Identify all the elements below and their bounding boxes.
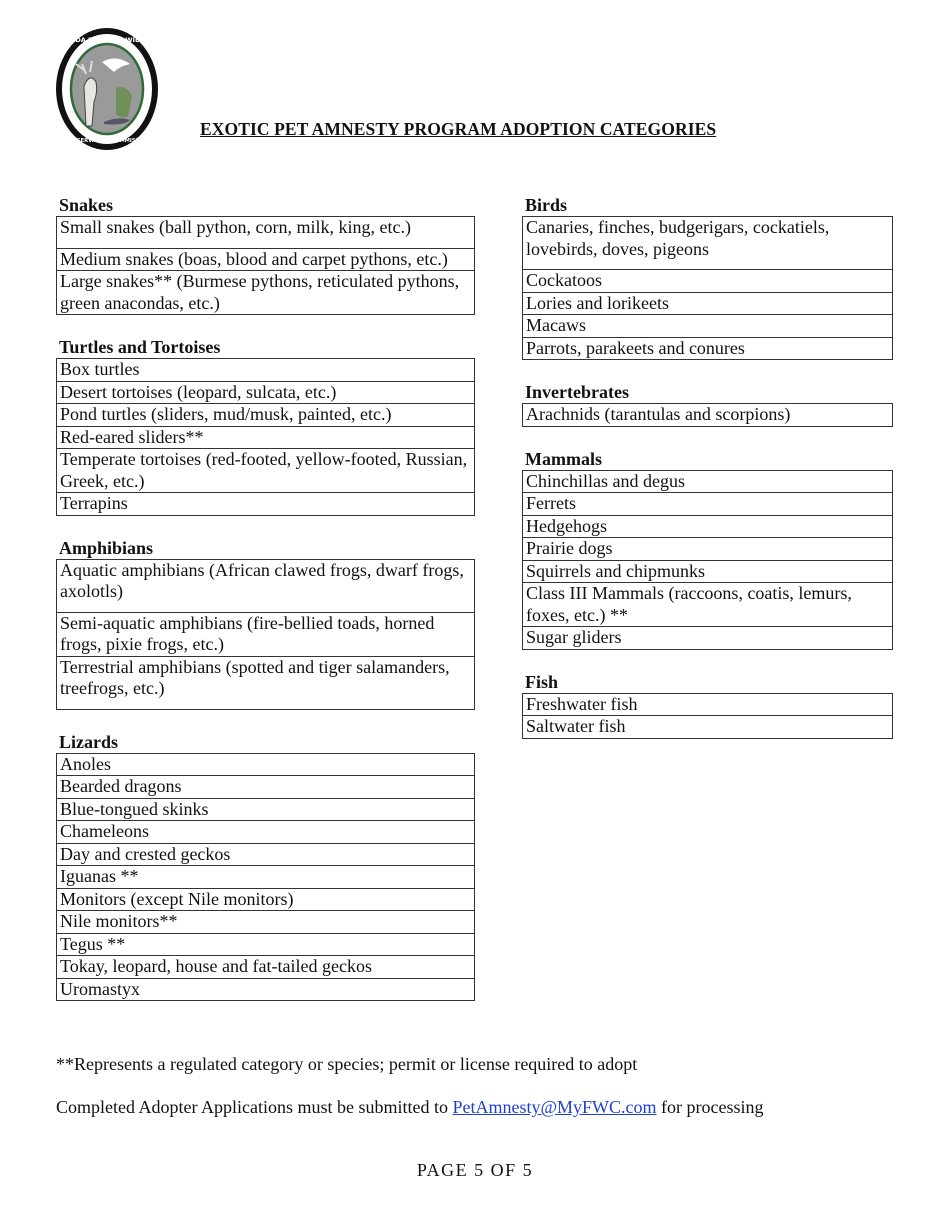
left-column: [56, 195, 475, 1023]
category-item: Sugar gliders: [523, 627, 892, 650]
category-item: Bearded dragons: [57, 776, 474, 799]
right-column: [522, 195, 893, 761]
category-item: Monitors (except Nile monitors): [57, 889, 474, 912]
category-item: Canaries, finches, budgerigars, cockatiels, lovebirds, doves, pigeons: [523, 217, 892, 270]
category-list: [522, 470, 893, 650]
category-title: Turtles and Tortoises: [59, 337, 221, 357]
category-list: [56, 559, 475, 710]
category-title: Mammals: [525, 448, 602, 469]
category-item: Prairie dogs: [523, 538, 892, 561]
category-item: Lories and lorikeets: [523, 293, 892, 316]
category-item: Medium snakes (boas, blood and carpet pythons, etc.): [57, 249, 474, 272]
category-item: Chameleons: [57, 821, 474, 844]
category-item: Terrapins: [57, 493, 474, 516]
category-item: Small snakes (ball python, corn, milk, king, etc.): [57, 217, 474, 249]
category-list: [522, 403, 893, 427]
category-item: Uromastyx: [57, 979, 474, 1002]
category-item: Cockatoos: [523, 270, 892, 293]
category-item: Class III Mammals (raccoons, coatis, lemurs, foxes, etc.) **: [523, 583, 892, 627]
logo-bottom-lettering: [64, 138, 150, 144]
category-item: Terrestrial amphibians (spotted and tiger salamanders, treefrogs, etc.): [57, 657, 474, 710]
category-item: Large snakes** (Burmese pythons, reticulated pythons, green anacondas, etc.): [57, 271, 474, 315]
submission-prefix: Completed Adopter Applications must be submitted to: [56, 1097, 453, 1117]
category-list: [522, 693, 893, 739]
category-invertebrates: [522, 382, 893, 427]
category-list: [56, 753, 475, 1002]
category-item: Arachnids (tarantulas and scorpions): [523, 404, 892, 427]
category-turtles-and-tortoises: [56, 337, 475, 516]
category-title: Birds: [525, 195, 568, 215]
category-item: Ferrets: [523, 493, 892, 516]
category-mammals: [522, 449, 893, 650]
category-item: Anoles: [57, 754, 474, 777]
svg-text:CONSERVATION COMMISSION: CONSERVATION COMMISSION: [64, 138, 150, 144]
category-title: Fish: [525, 671, 559, 692]
category-item: Temperate tortoises (red-footed, yellow-footed, Russian, Greek, etc.): [57, 449, 474, 493]
category-item: Nile monitors**: [57, 911, 474, 934]
category-title: Amphibians: [59, 537, 154, 558]
logo-top-lettering: [54, 36, 160, 44]
category-item: Aquatic amphibians (African clawed frogs, dwarf frogs, axolotls): [57, 560, 474, 613]
category-item: Hedgehogs: [523, 516, 892, 539]
category-item: Day and crested geckos: [57, 844, 474, 867]
category-item: Freshwater fish: [523, 694, 892, 717]
category-item: Desert tortoises (leopard, sulcata, etc.): [57, 382, 474, 405]
category-item: Saltwater fish: [523, 716, 892, 739]
category-lizards: [56, 732, 475, 1002]
category-item: Macaws: [523, 315, 892, 338]
category-item: Chinchillas and degus: [523, 471, 892, 494]
category-item: Squirrels and chipmunks: [523, 561, 892, 584]
category-list: [56, 216, 475, 315]
category-item: Red-eared sliders**: [57, 427, 474, 450]
category-item: Iguanas **: [57, 866, 474, 889]
category-birds: [522, 195, 893, 360]
svg-text:FLORIDA FISH AND WILDLIFE: FLORIDA FISH AND WILDLIFE: [54, 36, 160, 44]
page-number: PAGE 5 OF 5: [416, 1160, 534, 1180]
category-list: [56, 358, 475, 516]
submission-suffix: for processing: [656, 1097, 764, 1117]
category-item: Tegus **: [57, 934, 474, 957]
page-title: EXOTIC PET AMNESTY PROGRAM ADOPTION CATEGORIES: [200, 119, 717, 139]
category-title: Snakes: [59, 195, 114, 215]
category-item: Pond turtles (sliders, mud/musk, painted, etc.): [57, 404, 474, 427]
category-item: Tokay, leopard, house and fat-tailed geckos: [57, 956, 474, 979]
category-snakes: [56, 195, 475, 315]
fwc-logo: [54, 26, 160, 152]
category-title: Lizards: [59, 731, 119, 752]
category-item: Parrots, parakeets and conures: [523, 338, 892, 361]
regulated-footnote: **Represents a regulated category or species; permit or license required to adopt: [56, 1054, 638, 1074]
category-amphibians: [56, 538, 475, 710]
category-list: [522, 216, 893, 360]
category-fish: [522, 672, 893, 739]
category-title: Invertebrates: [525, 382, 629, 402]
category-item: Box turtles: [57, 359, 474, 382]
email-link[interactable]: PetAmnesty@MyFWC.com: [452, 1097, 657, 1117]
submission-note: [56, 1097, 764, 1118]
category-item: Blue-tongued skinks: [57, 799, 474, 822]
category-item: Semi-aquatic amphibians (fire-bellied toads, horned frogs, pixie frogs, etc.): [57, 613, 474, 657]
